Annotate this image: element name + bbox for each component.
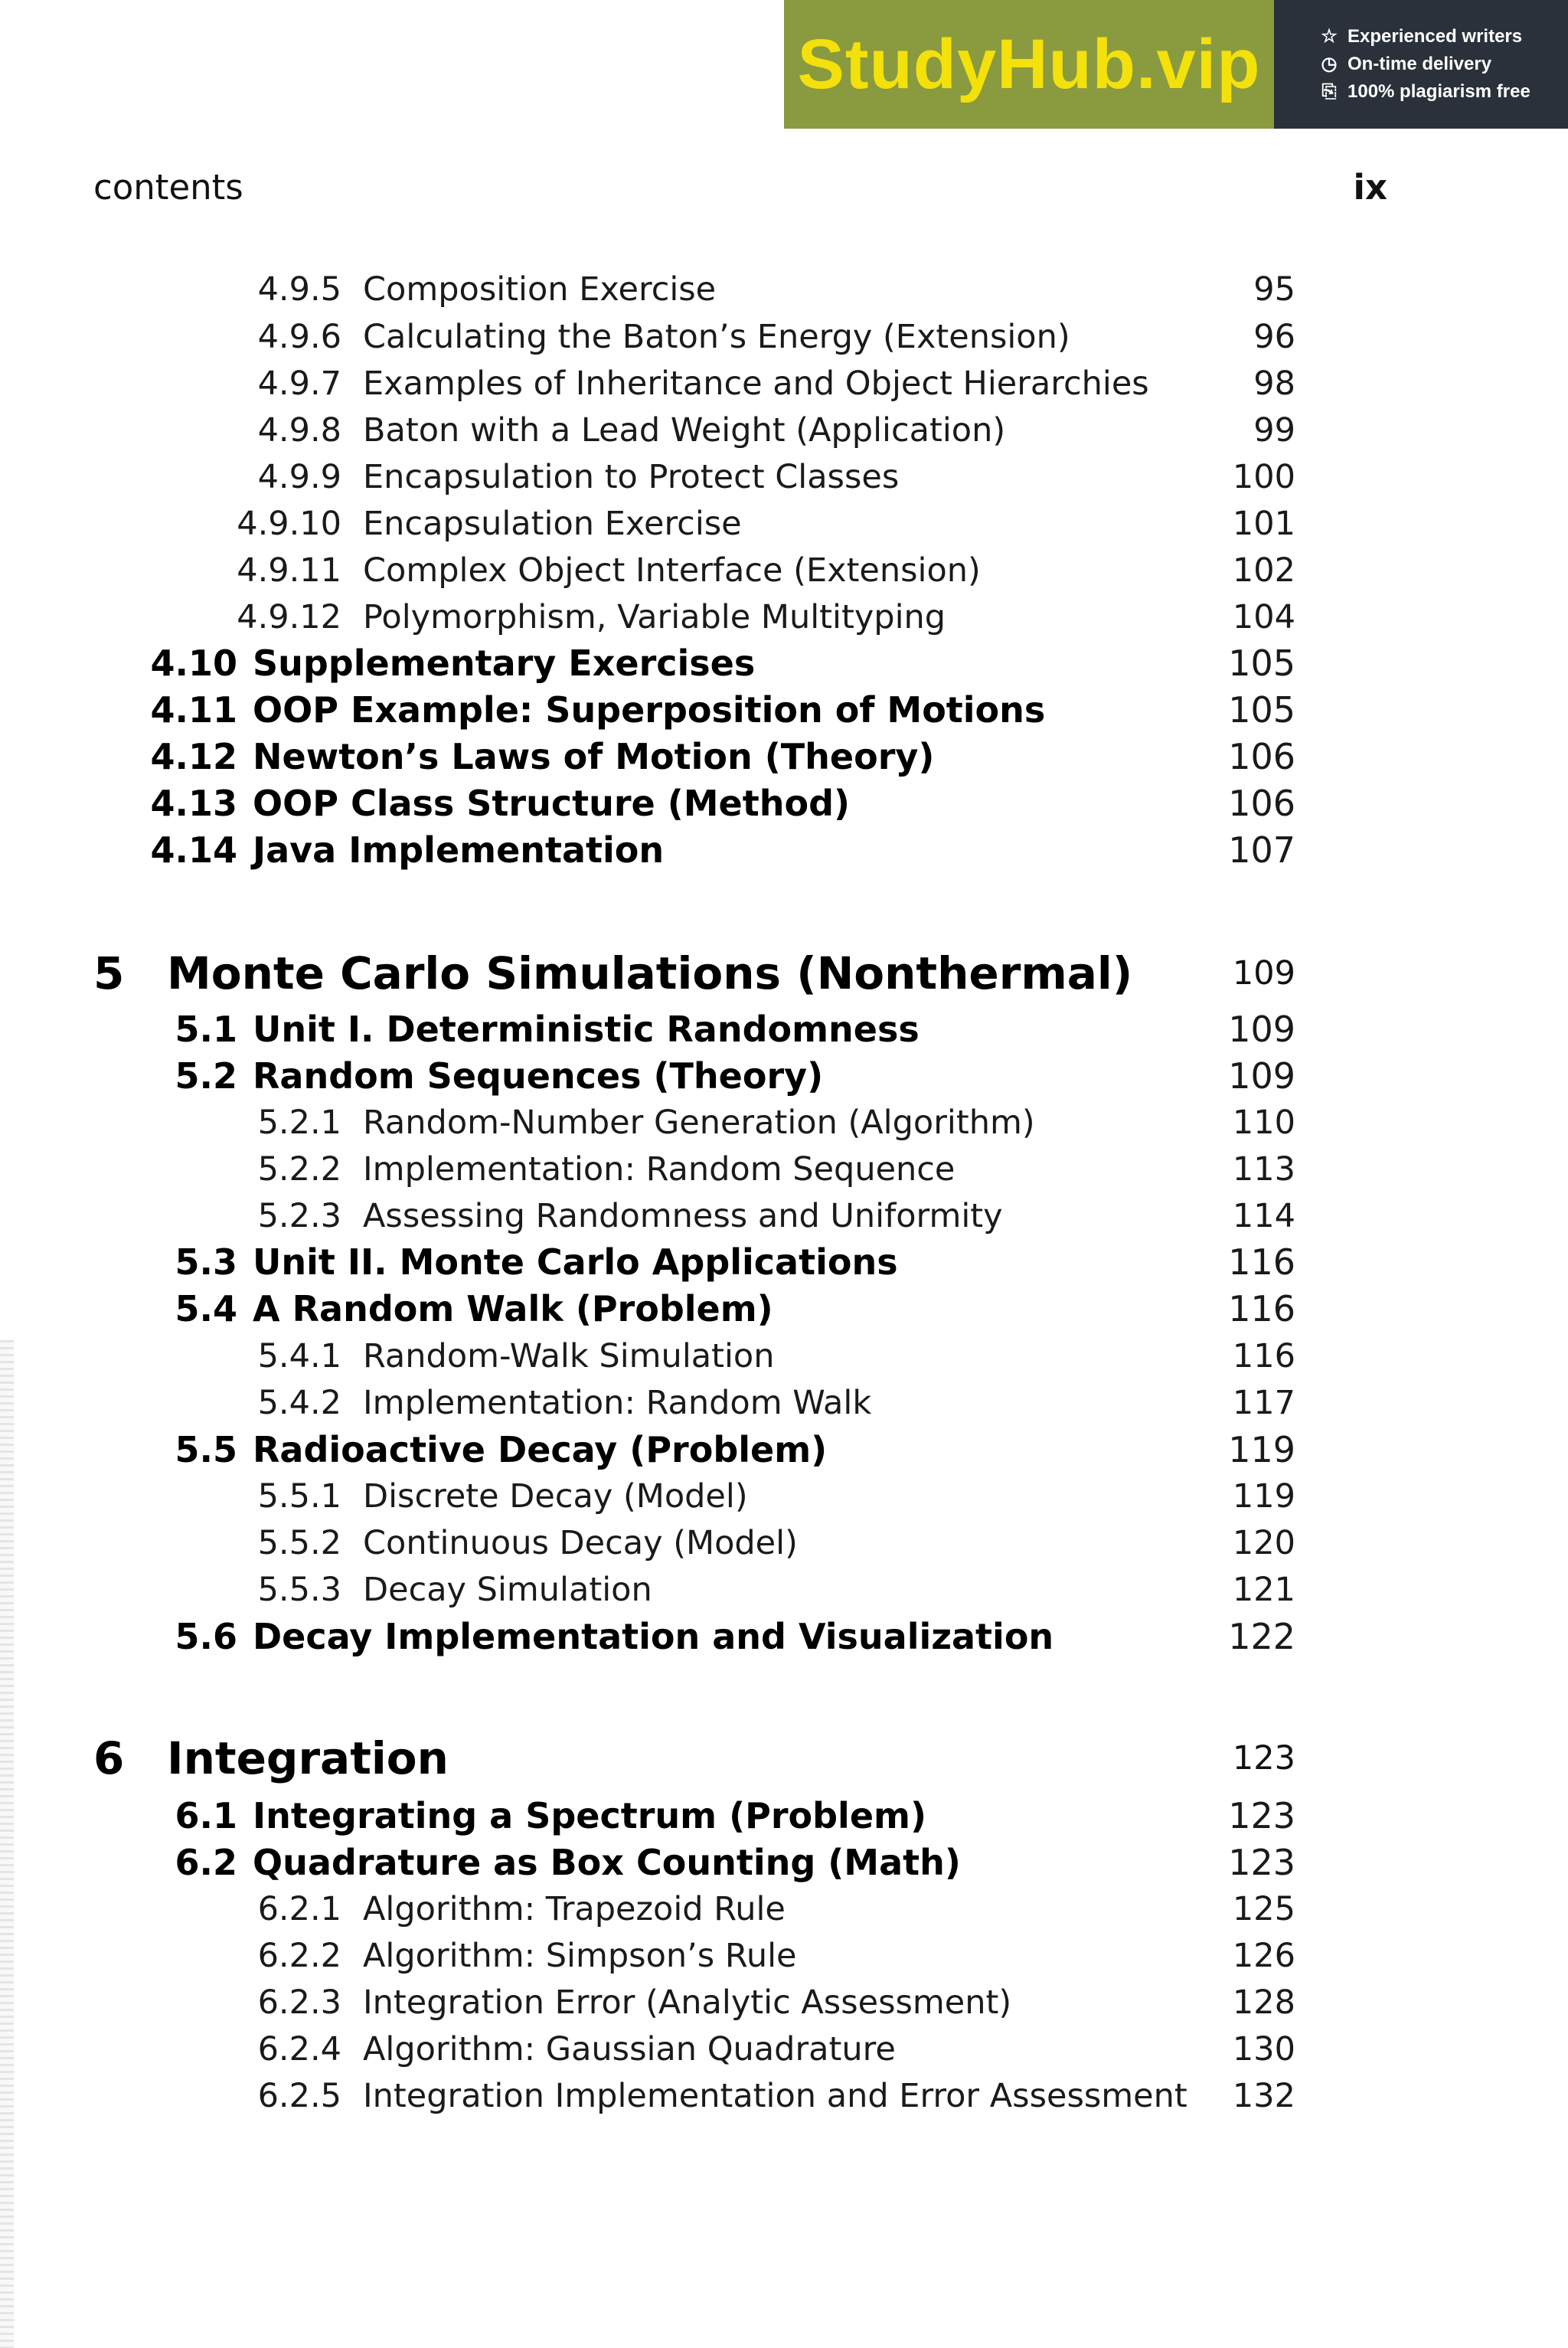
toc-entry-page: 110 <box>1232 1104 1295 1142</box>
feature-label: On-time delivery <box>1348 54 1492 74</box>
toc-subsection-entry <box>0 316 1568 358</box>
toc-subsection-entry <box>0 502 1568 545</box>
toc-subsection-entry <box>0 1101 1568 1144</box>
toc-subsection-entry <box>0 549 1568 592</box>
toc-entry-number: 5.4.2 <box>257 1384 341 1422</box>
toc-entry-title: Integration Implementation and Error Assessment <box>363 2077 1187 2115</box>
toc-subsection-entry <box>0 2075 1568 2117</box>
toc-entry-number: 4.9.9 <box>257 458 341 496</box>
toc-entry-title: Supplementary Exercises <box>253 643 756 684</box>
toc-entry-page: 96 <box>1253 318 1295 356</box>
toc-entry-page: 132 <box>1232 2077 1295 2115</box>
toc-entry-page: 116 <box>1228 1288 1295 1329</box>
toc-entry-number: 5.5.3 <box>257 1571 341 1609</box>
toc-entry-number: 4.14 <box>150 829 237 871</box>
toc-entry-page: 120 <box>1232 1524 1295 1562</box>
toc-entry-number: 6.2.1 <box>257 1890 341 1928</box>
toc-section-entry <box>0 1841 1568 1884</box>
toc-entry-page: 123 <box>1232 1739 1295 1777</box>
toc-subsection-entry <box>0 596 1568 639</box>
toc-entry-page: 107 <box>1228 829 1295 871</box>
toc-section-entry <box>0 1287 1568 1330</box>
toc-chapter-entry <box>0 947 1568 999</box>
toc-entry-page: 130 <box>1232 2030 1295 2068</box>
toc-entry-number: 5.5 <box>175 1429 237 1470</box>
toc-entry-page: 125 <box>1232 1890 1295 1928</box>
toc-entry-page: 109 <box>1228 1055 1295 1097</box>
toc-subsection-entry <box>0 1934 1568 1977</box>
toc-subsection-entry <box>0 1148 1568 1191</box>
toc-entry-number: 4.9.7 <box>257 365 341 403</box>
toc-entry-number: 4.11 <box>150 689 237 731</box>
running-header-title: contents <box>93 167 243 208</box>
toc-entry-title: Unit I. Deterministic Randomness <box>253 1009 920 1050</box>
toc-entry-title: Composition Exercise <box>363 270 717 309</box>
toc-subsection-entry <box>0 268 1568 311</box>
toc-section-entry <box>0 1615 1568 1658</box>
toc-entry-number: 5.3 <box>175 1241 237 1283</box>
toc-section-entry <box>0 1428 1568 1471</box>
toc-entry-page: 101 <box>1232 505 1295 543</box>
toc-entry-title: Encapsulation to Protect Classes <box>363 458 900 496</box>
toc-entry-number: 6.2.2 <box>257 1937 341 1975</box>
copy-icon: ⎘ <box>1321 81 1337 102</box>
toc-entry-page: 95 <box>1253 270 1295 309</box>
toc-entry-page: 116 <box>1228 1241 1295 1283</box>
toc-entry-number: 6.2 <box>175 1842 237 1883</box>
toc-chapter-entry <box>0 1732 1568 1784</box>
toc-section-entry <box>0 688 1568 731</box>
toc-entry-title: Decay Simulation <box>363 1571 652 1609</box>
toc-entry-number: 6 <box>93 1732 125 1784</box>
toc-section-entry <box>0 642 1568 685</box>
toc-section-entry <box>0 1055 1568 1097</box>
toc-entry-title: Calculating the Baton’s Energy (Extension) <box>363 318 1070 356</box>
toc-entry-title: OOP Example: Superposition of Motions <box>253 689 1046 731</box>
toc-entry-page: 121 <box>1232 1571 1295 1609</box>
toc-entry-number: 5.2.3 <box>257 1197 341 1235</box>
banner-features <box>1274 0 1568 129</box>
feature-plagiarism-free <box>1320 81 1568 103</box>
toc-entry-title: Random-Walk Simulation <box>363 1337 775 1375</box>
toc-section-entry <box>0 782 1568 825</box>
toc-entry-number: 4.9.8 <box>257 411 341 450</box>
toc-entry-title: Integrating a Spectrum (Problem) <box>253 1795 926 1836</box>
toc-entry-title: Polymorphism, Variable Multityping <box>363 598 946 636</box>
toc-subsection-entry <box>0 1195 1568 1238</box>
page-number-roman: ix <box>1353 167 1387 208</box>
feature-on-time-delivery <box>1320 54 1568 75</box>
toc-entry-number: 5.5.2 <box>257 1524 341 1562</box>
toc-entry-title: Integration Error (Analytic Assessment) <box>363 1983 1012 2022</box>
toc-entry-page: 102 <box>1232 551 1295 590</box>
toc-section-entry <box>0 1241 1568 1284</box>
feature-label: Experienced writers <box>1348 26 1523 47</box>
toc-entry-number: 6.1 <box>175 1795 237 1836</box>
toc-section-entry <box>0 1794 1568 1837</box>
toc-subsection-entry <box>0 1382 1568 1424</box>
toc-entry-title: Algorithm: Gaussian Quadrature <box>363 2030 896 2068</box>
toc-entry-title: Monte Carlo Simulations (Nonthermal) <box>167 947 1133 999</box>
toc-entry-number: 4.13 <box>150 783 237 824</box>
toc-entry-page: 126 <box>1232 1937 1295 1975</box>
toc-entry-number: 5 <box>93 947 125 999</box>
toc-entry-number: 5.6 <box>175 1616 237 1657</box>
toc-entry-page: 122 <box>1228 1616 1295 1657</box>
toc-subsection-entry <box>0 1981 1568 2024</box>
toc-subsection-entry <box>0 456 1568 499</box>
toc-subsection-entry <box>0 1522 1568 1565</box>
toc-entry-page: 100 <box>1232 458 1295 496</box>
running-header <box>93 167 1568 213</box>
toc-entry-title: Assessing Randomness and Uniformity <box>363 1197 1003 1235</box>
star-icon: ☆ <box>1321 26 1338 47</box>
toc-entry-title: Complex Object Interface (Extension) <box>363 551 981 590</box>
toc-entry-number: 4.12 <box>150 736 237 777</box>
logo-text: StudyHub.vip <box>797 25 1261 103</box>
toc-entry-page: 114 <box>1232 1197 1295 1235</box>
toc-section-entry <box>0 829 1568 872</box>
studyhub-logo[interactable] <box>784 0 1274 129</box>
studyhub-banner[interactable] <box>784 0 1568 129</box>
toc-subsection-entry <box>0 1888 1568 1931</box>
toc-entry-page: 106 <box>1228 783 1295 824</box>
toc-entry-page: 123 <box>1228 1842 1295 1883</box>
clock-icon: ◷ <box>1321 54 1338 74</box>
toc-entry-page: 109 <box>1228 1009 1295 1050</box>
toc-entry-title: Unit II. Monte Carlo Applications <box>253 1241 898 1283</box>
toc-entry-number: 5.4 <box>175 1288 237 1329</box>
toc-entry-title: Decay Implementation and Visualization <box>253 1616 1054 1657</box>
toc-entry-number: 4.10 <box>150 643 237 684</box>
toc-entry-page: 119 <box>1232 1477 1295 1516</box>
toc-entry-number: 5.5.1 <box>257 1477 341 1516</box>
toc-subsection-entry <box>0 362 1568 405</box>
toc-subsection-entry <box>0 409 1568 452</box>
toc-entry-title: A Random Walk (Problem) <box>253 1288 773 1329</box>
toc-entry-title: Discrete Decay (Model) <box>363 1477 748 1516</box>
toc-entry-page: 109 <box>1232 954 1295 993</box>
toc-entry-page: 105 <box>1228 689 1295 731</box>
toc-entry-number: 4.9.10 <box>237 505 341 543</box>
toc-entry-title: Quadrature as Box Counting (Math) <box>253 1842 961 1883</box>
toc-subsection-entry <box>0 1475 1568 1518</box>
toc-entry-page: 119 <box>1228 1429 1295 1470</box>
toc-section-entry <box>0 1008 1568 1051</box>
toc-entry-number: 4.9.5 <box>257 270 341 309</box>
toc-entry-number: 5.2.1 <box>257 1104 341 1142</box>
toc-entry-number: 6.2.5 <box>257 2077 341 2115</box>
toc-entry-page: 104 <box>1232 598 1295 636</box>
toc-subsection-entry <box>0 2028 1568 2071</box>
toc-entry-title: Random-Number Generation (Algorithm) <box>363 1104 1035 1142</box>
toc-entry-title: Continuous Decay (Model) <box>363 1524 798 1562</box>
feature-experienced-writers <box>1320 26 1568 47</box>
toc-entry-title: Newton’s Laws of Motion (Theory) <box>253 736 935 777</box>
toc-entry-title: Implementation: Random Sequence <box>363 1150 956 1189</box>
toc-entry-title: Algorithm: Trapezoid Rule <box>363 1890 786 1928</box>
toc-entry-number: 6.2.3 <box>257 1983 341 2022</box>
toc-entry-page: 105 <box>1228 643 1295 684</box>
toc-section-entry <box>0 735 1568 778</box>
toc-subsection-entry <box>0 1568 1568 1611</box>
toc-entry-page: 99 <box>1253 411 1295 450</box>
toc-entry-number: 6.2.4 <box>257 2030 341 2068</box>
toc-entry-page: 123 <box>1228 1795 1295 1836</box>
toc-entry-page: 128 <box>1232 1983 1295 2022</box>
toc-entry-title: Encapsulation Exercise <box>363 505 742 543</box>
toc-entry-page: 113 <box>1232 1150 1295 1189</box>
toc-entry-title: Java Implementation <box>253 829 665 871</box>
toc-entry-title: Baton with a Lead Weight (Application) <box>363 411 1006 450</box>
toc-entry-title: Implementation: Random Walk <box>363 1384 872 1422</box>
toc-entry-number: 5.2.2 <box>257 1150 341 1189</box>
toc-entry-title: Random Sequences (Theory) <box>253 1055 824 1097</box>
toc-entry-page: 116 <box>1232 1337 1295 1375</box>
toc-entry-title: Radioactive Decay (Problem) <box>253 1429 828 1470</box>
toc-subsection-entry <box>0 1335 1568 1378</box>
toc-entry-number: 4.9.6 <box>257 318 341 356</box>
toc-entry-number: 4.9.11 <box>237 551 341 590</box>
toc-entry-number: 4.9.12 <box>237 598 341 636</box>
toc-entry-page: 117 <box>1232 1384 1295 1422</box>
toc-entry-title: Examples of Inheritance and Object Hierarchies <box>363 365 1149 403</box>
toc-entry-page: 106 <box>1228 736 1295 777</box>
toc-entry-page: 98 <box>1253 365 1295 403</box>
feature-label: 100% plagiarism free <box>1348 81 1530 102</box>
toc-entry-title: Integration <box>167 1732 449 1784</box>
toc-entry-number: 5.2 <box>175 1055 237 1097</box>
toc-entry-title: OOP Class Structure (Method) <box>253 783 851 824</box>
toc-entry-number: 5.4.1 <box>257 1337 341 1375</box>
toc-entry-number: 5.1 <box>175 1009 237 1050</box>
toc-entry-title: Algorithm: Simpson’s Rule <box>363 1937 797 1975</box>
